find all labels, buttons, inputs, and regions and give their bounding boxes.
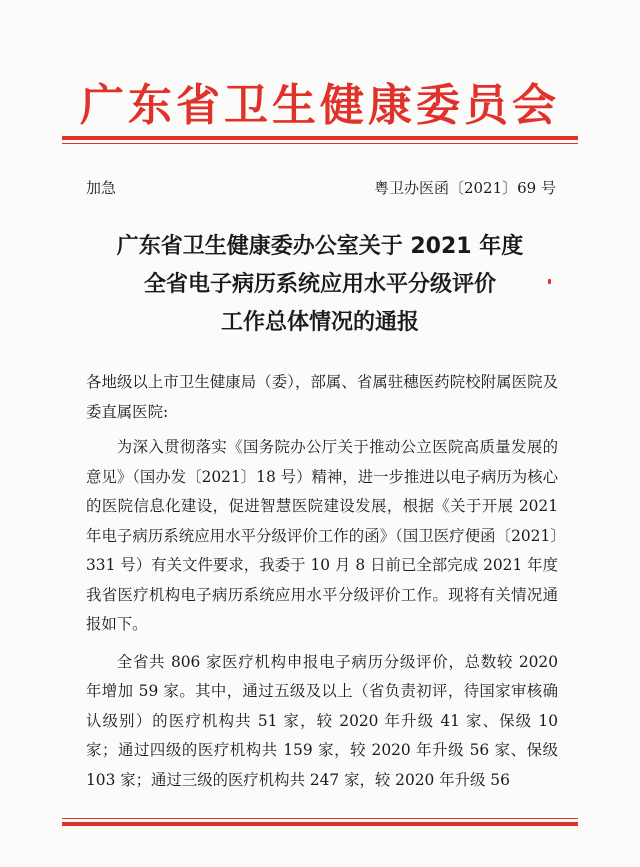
- document-meta-row: [86, 176, 556, 200]
- body-paragraph: 为深入贯彻落实《国务院办公厅关于推动公立医院高质量发展的意见》（国办发〔2021〕18 号）精神，进一步推进以电子病历为核心的医院信息化建设，促进智慧医院建设发展，根据《关于开展 2021 年电子病历系统应用水平分级评价工作的函》（国卫医疗便函〔2021〕331 号）有关文件要求，我委于 10 月 8 日前已全部完成 2021 年度我省医疗机构电子病历系统应用水平分级评价工作。现将有关情况通报如下。: [86, 438, 558, 633]
- document-body: [86, 368, 558, 803]
- red-mark: [548, 279, 551, 284]
- footer-red-rule-thin: [62, 818, 578, 819]
- salutation: 各地级以上市卫生健康局（委），部属、省属驻穗医药院校附属医院及委直属医院:: [86, 373, 558, 421]
- body-paragraph: 全省共 806 家医疗机构申报电子病历分级评价，总数较 2020 年增加 59 家。其中，通过五级及以上（省负责初评，待国家审核确认级别）的医疗机构共 51 家，较 2020 年升级 41 家、保级 10 家；通过四级的医疗机构共 159 家，较 2020 年升级 56 家、保级 103 家；通过三级的医疗机构共 247 家，较 2020 年升级 56: [86, 652, 558, 789]
- header-red-rule-thin: [62, 143, 578, 144]
- issuer-header: 广东省卫生健康委员会: [80, 80, 560, 131]
- header-red-rule-thick: [62, 136, 578, 140]
- document-title-line: 广东省卫生健康委办公室关于 2021 年度: [116, 234, 524, 259]
- urgency-label: 加急: [86, 179, 117, 197]
- footer-red-rule-thick: [62, 822, 578, 826]
- document-title: [70, 228, 570, 342]
- document-title-line: 工作总体情况的通报: [220, 310, 419, 335]
- document-title-line: 全省电子病历系统应用水平分级评价: [143, 272, 496, 297]
- document-number: 粤卫办医函〔2021〕69 号: [373, 179, 556, 197]
